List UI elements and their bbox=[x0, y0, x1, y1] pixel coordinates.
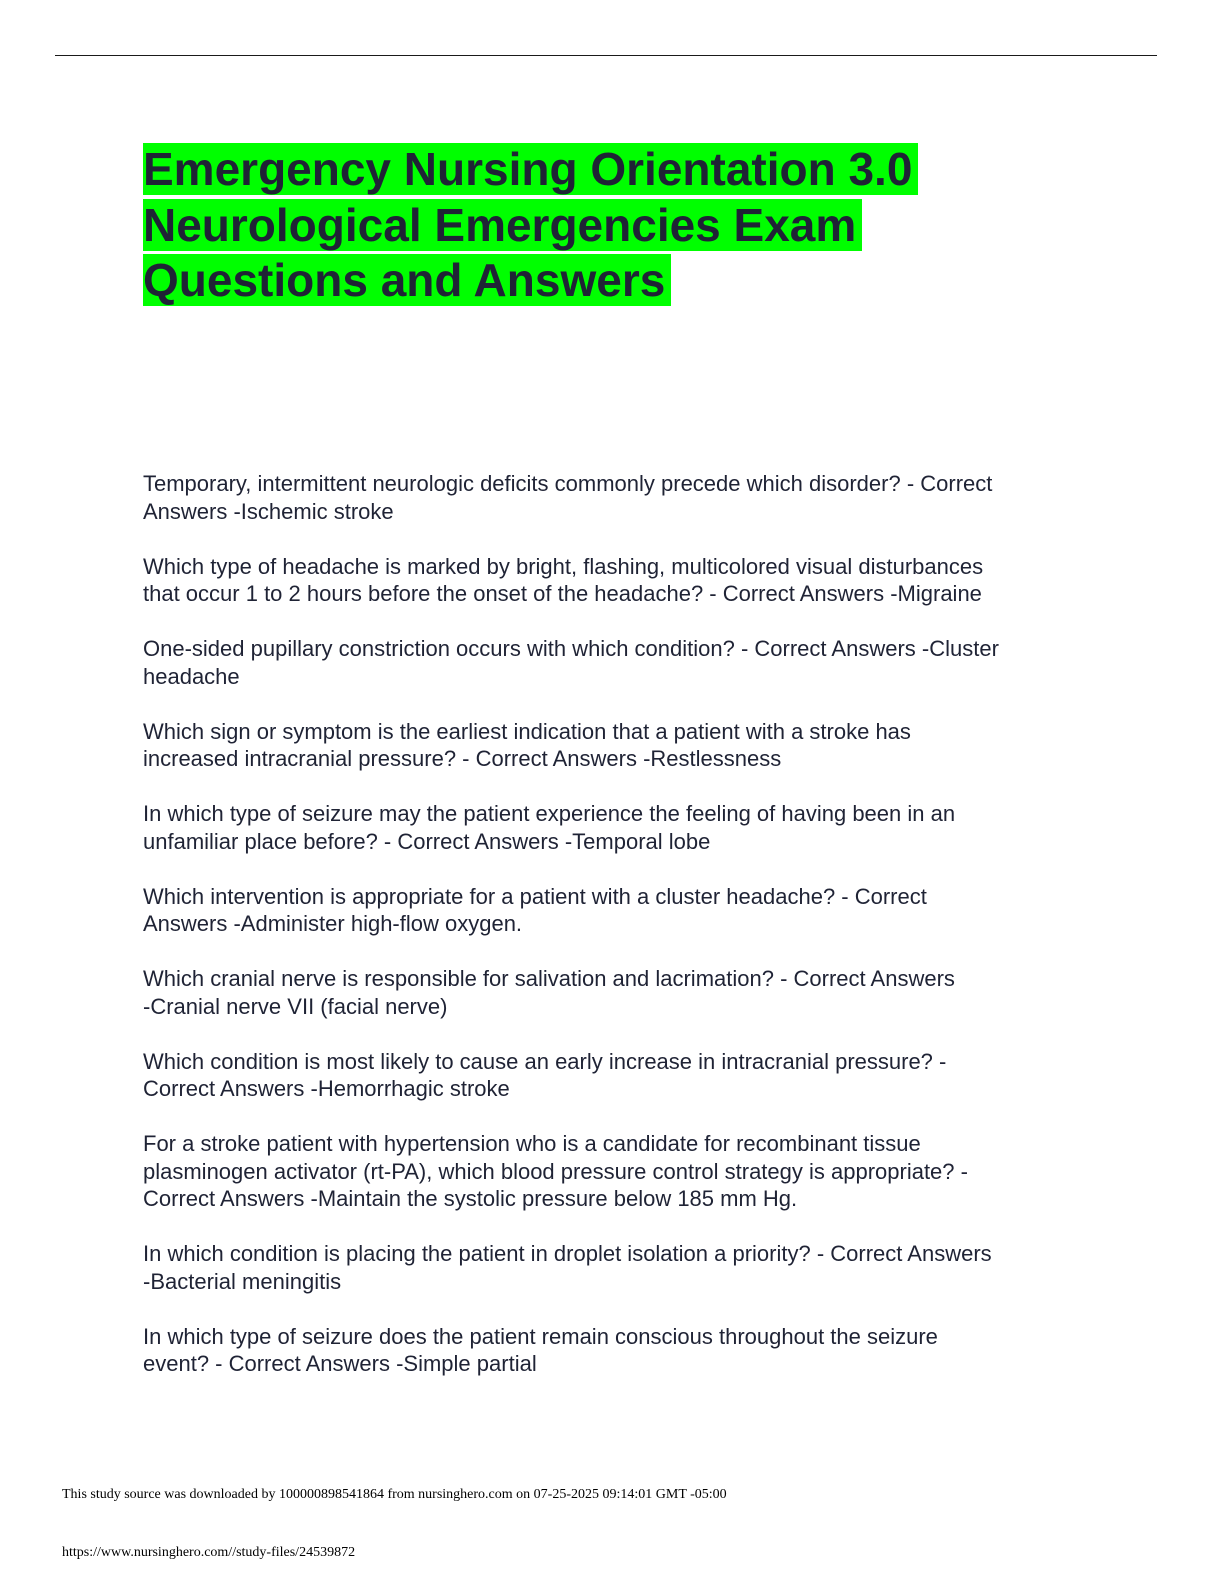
qa-item: For a stroke patient with hypertension who is a candidate for recombinant tissue plasminogen activator (rt-PA), which blood pressure control strategy is appropriate? - Correct Answers -Maintain the systolic pressure below 185 mm Hg. bbox=[143, 1131, 968, 1211]
qa-item: Which cranial nerve is responsible for salivation and lacrimation? - Correct Answers -Cranial nerve VII (facial nerve) bbox=[143, 966, 955, 1019]
title-line: Emergency Nursing Orientation 3.0 bbox=[143, 142, 1043, 198]
qa-list bbox=[143, 470, 1088, 1405]
download-source-note: This study source was downloaded by 100000898541864 from nursinghero.com on 07-25-2025 09:14:01 GMT -05:00 bbox=[62, 1487, 727, 1502]
qa-item: In which type of seizure does the patient remain conscious throughout the seizure event? - Correct Answers -Simple partial bbox=[143, 1323, 938, 1376]
header-rule bbox=[55, 55, 1157, 56]
qa-item: Which sign or symptom is the earliest indication that a patient with a stroke has increased intracranial pressure? - Correct Answers -Restlessness bbox=[143, 718, 911, 771]
qa-item: Temporary, intermittent neurologic deficits commonly precede which disorder? - Correct Answers -Ischemic stroke bbox=[143, 471, 993, 524]
source-url[interactable]: https://www.nursinghero.com//study-files/24539872 bbox=[62, 1545, 356, 1560]
document-title bbox=[143, 142, 1043, 309]
qa-item: In which condition is placing the patient in droplet isolation a priority? - Correct Answers -Bacterial meningitis bbox=[143, 1241, 992, 1294]
qa-item: One-sided pupillary constriction occurs with which condition? - Correct Answers -Cluster headache bbox=[143, 636, 999, 689]
qa-item: Which type of headache is marked by bright, flashing, multicolored visual disturbances that occur 1 to 2 hours before the onset of the headache? - Correct Answers -Migraine bbox=[143, 553, 984, 606]
qa-item: Which condition is most likely to cause an early increase in intracranial pressure? - Correct Answers -Hemorrhagic stroke bbox=[143, 1048, 947, 1101]
qa-item: Which intervention is appropriate for a patient with a cluster headache? - Correct Answers -Administer high-flow oxygen. bbox=[143, 883, 927, 936]
title-line: Questions and Answers bbox=[143, 253, 1043, 309]
qa-item: In which type of seizure may the patient experience the feeling of having been in an unfamiliar place before? - Correct Answers -Temporal lobe bbox=[143, 801, 956, 854]
title-line: Neurological Emergencies Exam bbox=[143, 198, 1043, 254]
